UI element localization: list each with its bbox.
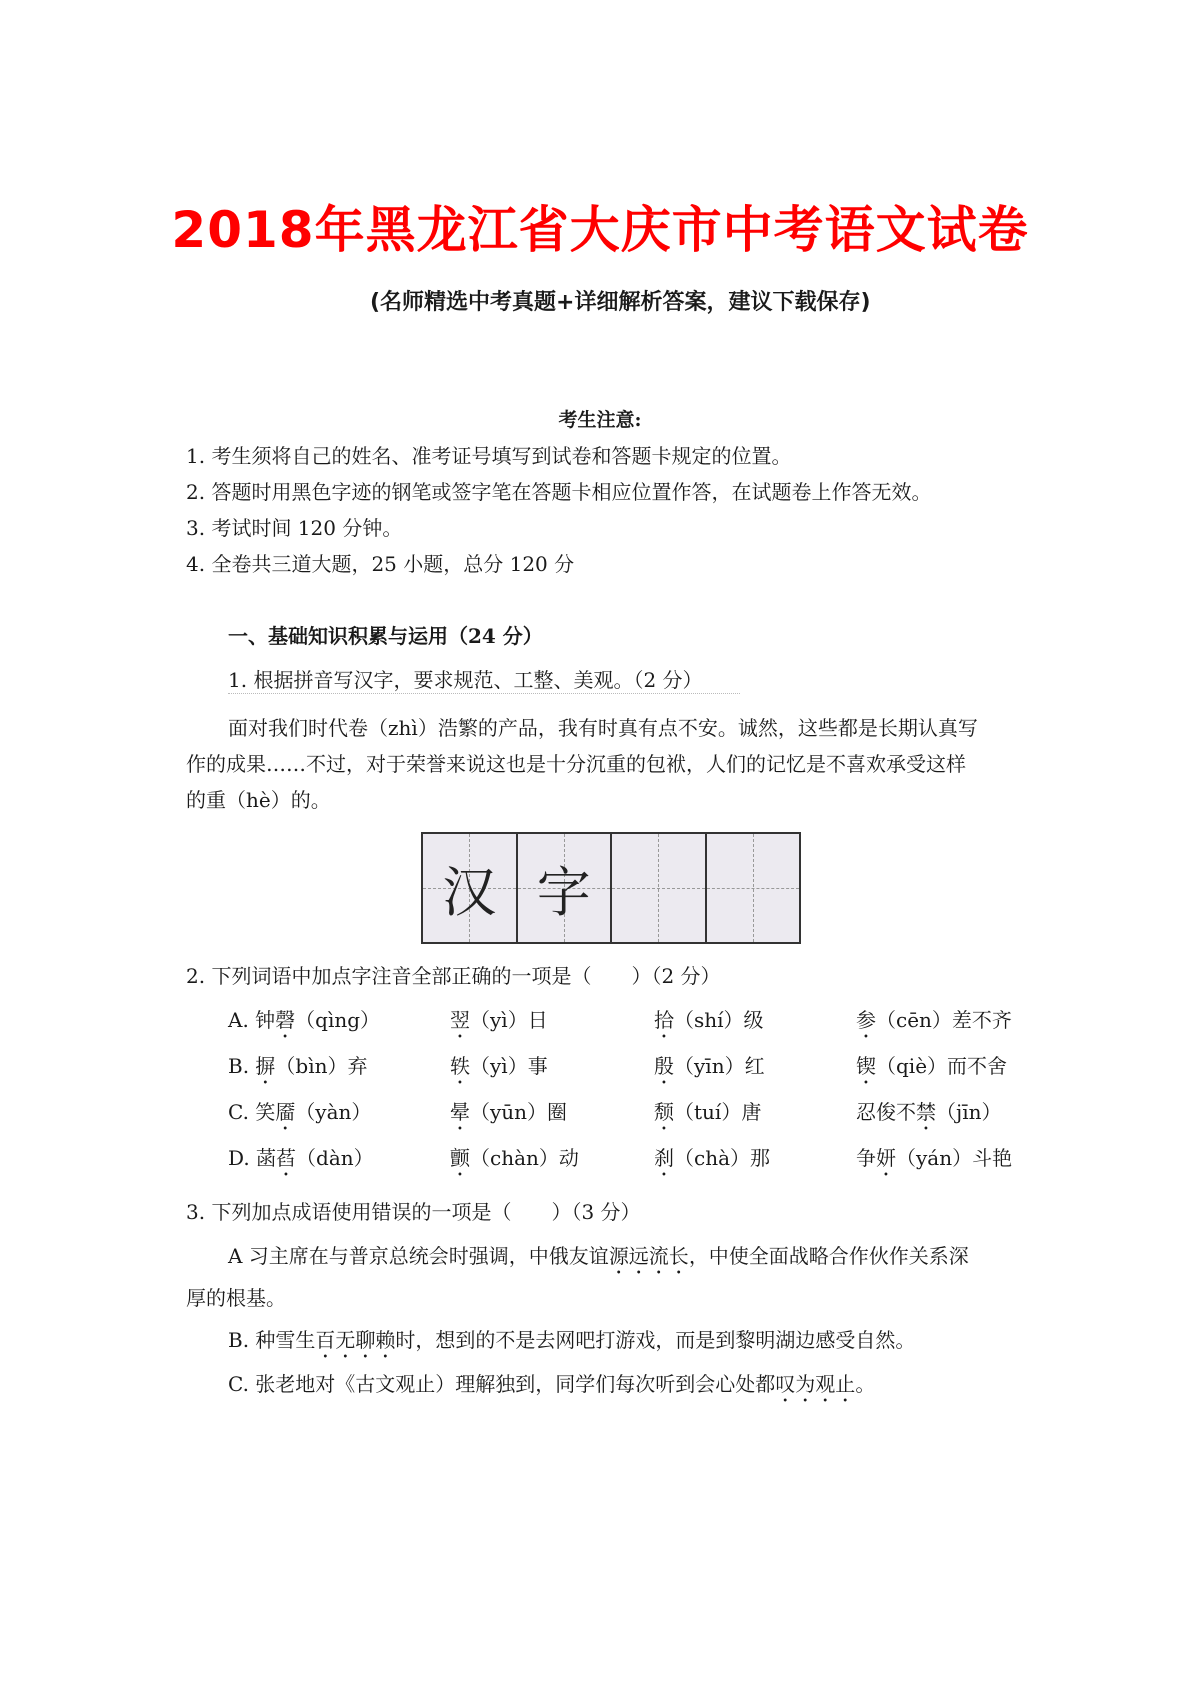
question-1-passage-line: 作的成果……不过，对于荣誉来说这也是十分沉重的包袱，人们的记忆是不喜欢承受这样 bbox=[186, 752, 966, 776]
dotted-idiom: 叹为观止 bbox=[775, 1372, 856, 1396]
grid-cell bbox=[423, 834, 518, 942]
question-2-option-a-term: 翌（yì）日 bbox=[450, 1008, 548, 1032]
question-2-option-d-term: 争妍（yán）斗艳 bbox=[856, 1146, 1013, 1170]
grid-cell[interactable] bbox=[707, 834, 800, 942]
grid-char: 字 bbox=[536, 860, 591, 924]
exam-subtitle: (名师精选中考真题+详细解析答案，建议下载保存) bbox=[370, 290, 871, 315]
dotted-char: 锲 bbox=[856, 1054, 876, 1078]
option-label: A. bbox=[228, 1008, 256, 1032]
question-3-stem: 3. 下列加点成语使用错误的一项是（ ）（3 分） bbox=[186, 1200, 641, 1224]
question-2-stem: 2. 下列词语中加点字注音全部正确的一项是（ ）（2 分） bbox=[186, 964, 721, 988]
dotted-char: 刹 bbox=[654, 1146, 674, 1170]
grid-cell[interactable] bbox=[612, 834, 707, 942]
exam-title: 2018年黑龙江省大庆市中考语文试卷 bbox=[171, 201, 1029, 259]
notice-item: 3. 考试时间 120 分钟。 bbox=[186, 516, 403, 540]
dotted-char: 磬 bbox=[275, 1008, 296, 1032]
section-heading: 一、基础知识积累与运用（24 分） bbox=[228, 624, 543, 648]
dotted-char: 颓 bbox=[654, 1100, 674, 1124]
question-2-option-a-term: 参（cēn）差不齐 bbox=[856, 1008, 1012, 1032]
question-2-option-a-term: A. 钟磬（qìng） bbox=[228, 1008, 381, 1032]
question-2-option-b-term: 锲（qiè）而不舍 bbox=[856, 1054, 1008, 1078]
question-3-option-b: B. 种雪生百无聊赖时，想到的不是去网吧打游戏，而是到黎明湖边感受自然。 bbox=[228, 1328, 916, 1352]
question-2-option-d-term: 刹（chà）那 bbox=[654, 1146, 771, 1170]
dotted-char: 参 bbox=[856, 1008, 876, 1032]
dotted-idiom: 源远流长 bbox=[608, 1244, 689, 1268]
question-2-option-c-term: 颓（tuí）唐 bbox=[654, 1100, 762, 1124]
question-2-option-c-term: 忍俊不禁（jīn） bbox=[856, 1100, 1002, 1124]
dotted-char: 翌 bbox=[450, 1008, 470, 1032]
question-1-passage-line: 面对我们时代卷（zhì）浩繁的产品，我有时真有点不安。诚然，这些都是长期认真写 bbox=[228, 716, 978, 740]
grid-char: 汉 bbox=[442, 860, 497, 924]
option-label: B. bbox=[228, 1054, 256, 1078]
question-1-stem: 1. 根据拼音写汉字，要求规范、工整、美观。（2 分） bbox=[228, 664, 740, 694]
question-1-passage-line: 的重（hè）的。 bbox=[186, 788, 331, 812]
notice-item: 4. 全卷共三道大题，25 小题，总分 120 分 bbox=[186, 552, 575, 576]
question-2-option-a-term: 拾（shí）级 bbox=[654, 1008, 764, 1032]
question-2-option-d-term: 颤（chàn）动 bbox=[450, 1146, 579, 1170]
notice-item: 2. 答题时用黑色字迹的钢笔或签字笔在答题卡相应位置作答，在试题卷上作答无效。 bbox=[186, 480, 932, 504]
dotted-char: 晕 bbox=[450, 1100, 470, 1124]
question-3-option-a: A 习主席在与普京总统会时强调，中俄友谊源远流长，中使全面战略合作伙作关系深 bbox=[228, 1244, 969, 1268]
question-2-option-d-term: D. 菡萏（dàn） bbox=[228, 1146, 374, 1170]
dotted-char: 摒 bbox=[255, 1054, 276, 1078]
dotted-char: 萏 bbox=[276, 1146, 297, 1170]
dotted-char: 轶 bbox=[450, 1054, 470, 1078]
option-label: D. bbox=[228, 1146, 257, 1170]
question-2-option-c-term: 晕（yūn）圈 bbox=[450, 1100, 568, 1124]
notice-heading: 考生注意: bbox=[558, 409, 642, 431]
dotted-char: 颤 bbox=[450, 1146, 470, 1170]
question-2-option-b-term: 殷（yīn）红 bbox=[654, 1054, 765, 1078]
question-2-option-c-term: C. 笑靥（yàn） bbox=[228, 1100, 372, 1124]
option-label: C. bbox=[228, 1100, 256, 1124]
question-2-option-b-term: 轶（yì）事 bbox=[450, 1054, 548, 1078]
dotted-char: 靥 bbox=[275, 1100, 296, 1124]
notice-item: 1. 考生须将自己的姓名、准考证号填写到试卷和答题卡规定的位置。 bbox=[186, 444, 792, 468]
question-3-option-a-cont: 厚的根基。 bbox=[186, 1286, 286, 1310]
writing-grid bbox=[421, 832, 801, 944]
question-2-option-b-term: B. 摒（bìn）弃 bbox=[228, 1054, 368, 1078]
grid-cell bbox=[518, 834, 613, 942]
dotted-char: 拾 bbox=[654, 1008, 674, 1032]
dotted-char: 殷 bbox=[654, 1054, 674, 1078]
dotted-char: 禁 bbox=[916, 1100, 936, 1124]
question-3-option-c: C. 张老地对《古文观止）理解独到，同学们每次听到会心处都叹为观止。 bbox=[228, 1372, 876, 1396]
dotted-idiom: 百无聊赖 bbox=[315, 1328, 396, 1352]
dotted-char: 妍 bbox=[876, 1146, 896, 1170]
